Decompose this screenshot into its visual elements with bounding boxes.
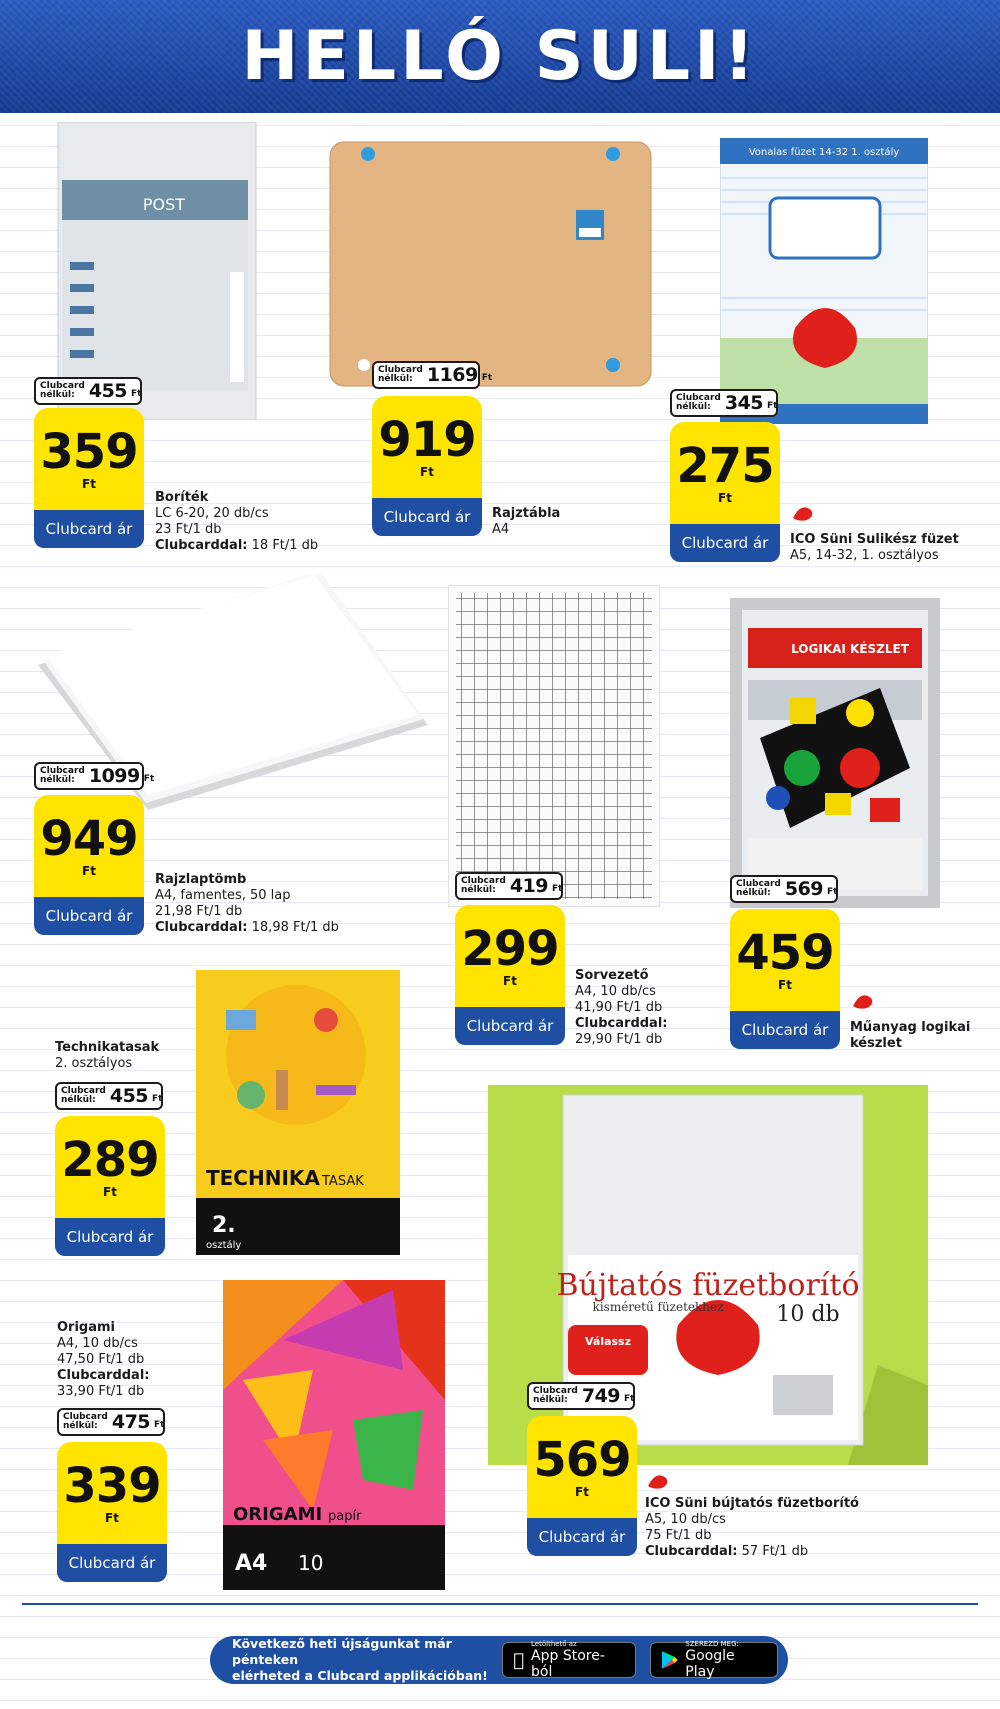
svg-text:2.: 2. <box>212 1213 236 1238</box>
product-image-boritek <box>52 122 262 420</box>
page-title: HELLÓ SULI! <box>241 17 759 96</box>
was-price-logikai: Clubcard nélkül: 569 Ft <box>730 875 838 903</box>
svg-text:TASAK: TASAK <box>322 1174 364 1189</box>
page-header <box>0 0 1000 113</box>
was-price-sorvezeto: Clubcard nélkül: 419 Ft <box>455 872 563 900</box>
svg-text:papír: papír <box>328 1509 362 1524</box>
price-badge-origami: 339 Ft Clubcard ár <box>57 1442 167 1582</box>
svg-text:Válassz: Válassz <box>584 1335 632 1348</box>
apple-icon <box>513 1650 524 1671</box>
was-price-rajztabla: Clubcard nélkül: 1169 Ft <box>372 361 480 389</box>
product-desc-fuzet: ICO Süni Sulikész füzet A5, 14-32, 1. osztályos <box>790 532 959 563</box>
was-price-technika: Clubcard nélkül: 455 Ft <box>55 1082 163 1110</box>
price-badge-fuzet: 275 Ft Clubcard ár <box>670 422 780 562</box>
price-badge-technika: 289 Ft Clubcard ár <box>55 1116 165 1256</box>
product-image-logikai <box>730 598 940 908</box>
product-desc-technika: Technikatasak 2. osztályos <box>55 1040 160 1071</box>
was-price-boritek: Clubcard nélkül: 455 Ft <box>34 377 142 405</box>
svg-text:10: 10 <box>298 1551 324 1575</box>
price-badge-logikai: 459 Ft Clubcard ár <box>730 909 840 1049</box>
footer-app-banner <box>210 1636 788 1684</box>
svg-text:osztály: osztály <box>206 1240 242 1251</box>
product-desc-boritek: Boríték LC 6-20, 20 db/cs 23 Ft/1 db Clubcarddal: 18 Ft/1 db <box>155 490 319 553</box>
svg-text:TECHNIKA: TECHNIKA <box>206 1166 320 1190</box>
clubcard-button[interactable]: Clubcard ár <box>57 1544 167 1582</box>
product-desc-rajzlaptomb: Rajzlaptömb A4, famentes, 50 lap 21,98 Ft/1 db Clubcarddal: 18,98 Ft/1 db <box>155 872 339 935</box>
was-price-fuzetborito: Clubcard nélkül: 749 Ft <box>527 1382 635 1410</box>
product-image-technika <box>196 970 400 1255</box>
clubcard-button[interactable]: Clubcard ár <box>455 1007 565 1045</box>
product-image-fuzet <box>720 138 928 424</box>
google-play-icon <box>661 1650 679 1670</box>
was-price-fuzet: Clubcard nélkül: 345 Ft <box>670 389 778 417</box>
product-desc-logikai: Műanyag logikai készlet <box>850 1020 971 1051</box>
clubcard-button[interactable]: Clubcard ár <box>670 524 780 562</box>
product-image-rajztabla <box>328 140 653 388</box>
svg-text:10 db: 10 db <box>776 1302 840 1327</box>
google-play-button[interactable]: SZEREZD MEG: Google Play <box>650 1642 778 1678</box>
product-desc-fuzetborito: ICO Süni bújtatós füzetborító A5, 10 db/cs 75 Ft/1 db Clubcarddal: 57 Ft/1 db <box>645 1496 859 1559</box>
envelope-pack-image <box>52 122 262 420</box>
clubcard-button[interactable]: Clubcard ár <box>34 510 144 548</box>
price-badge-sorvezeto: 299 Ft Clubcard ár <box>455 905 565 1045</box>
logic-set-image <box>730 598 940 908</box>
product-desc-rajztabla: Rajztábla A4 <box>492 506 561 537</box>
origami-pack-image <box>223 1280 445 1590</box>
svg-text:LOGIKAI KÉSZLET: LOGIKAI KÉSZLET <box>791 642 909 656</box>
svg-text:A4: A4 <box>235 1551 268 1576</box>
clubcard-button[interactable]: Clubcard ár <box>372 498 482 536</box>
product-image-origami <box>223 1280 445 1590</box>
product-desc-origami: Origami A4, 10 db/cs 47,50 Ft/1 db Clubcarddal: 33,90 Ft/1 db <box>57 1320 150 1399</box>
clubcard-button[interactable]: Clubcard ár <box>55 1218 165 1256</box>
technika-folder-image <box>196 970 400 1255</box>
price-badge-rajztabla: 919 Ft Clubcard ár <box>372 396 482 536</box>
price-badge-fuzetborito: 569 Ft Clubcard ár <box>527 1416 637 1556</box>
app-store-button[interactable]: Letölthető az App Store-ból <box>502 1642 635 1678</box>
svg-text:kisméretű füzetekhez: kisméretű füzetekhez <box>592 1300 724 1314</box>
clubcard-button[interactable]: Clubcard ár <box>730 1011 840 1049</box>
was-price-rajzlaptomb: Clubcard nélkül: 1099 Ft <box>34 762 144 790</box>
grid-sheet-image <box>448 585 660 907</box>
notebook-image <box>720 138 928 424</box>
clubcard-button[interactable]: Clubcard ár <box>527 1518 637 1556</box>
drawing-board-image <box>328 140 653 388</box>
product-desc-sorvezeto: Sorvezető A4, 10 db/cs 41,90 Ft/1 db Clubcarddal: 29,90 Ft/1 db <box>575 968 668 1047</box>
was-price-origami: Clubcard nélkül: 475 Ft <box>57 1408 165 1436</box>
clubcard-button[interactable]: Clubcard ár <box>34 897 144 935</box>
svg-text:Vonalas füzet 14-32 1. osztály: Vonalas füzet 14-32 1. osztály <box>748 147 900 158</box>
brand-logo-icon <box>790 502 816 524</box>
brand-logo-icon <box>850 990 876 1012</box>
svg-text:Bújtatós füzetborító: Bújtatós füzetborító <box>556 1268 860 1303</box>
footer-divider <box>22 1603 978 1605</box>
footer-text: Következő heti újságunkat már pénteken elérheted a Clubcard applikációban! <box>232 1636 488 1683</box>
svg-text:POST: POST <box>142 195 186 214</box>
price-badge-boritek: 359 Ft Clubcard ár <box>34 408 144 548</box>
brand-logo-icon <box>645 1470 671 1492</box>
price-badge-rajzlaptomb: 949 Ft Clubcard ár <box>34 795 144 935</box>
product-image-sorvezeto <box>448 585 660 907</box>
svg-text:ORIGAMI: ORIGAMI <box>233 1504 323 1525</box>
